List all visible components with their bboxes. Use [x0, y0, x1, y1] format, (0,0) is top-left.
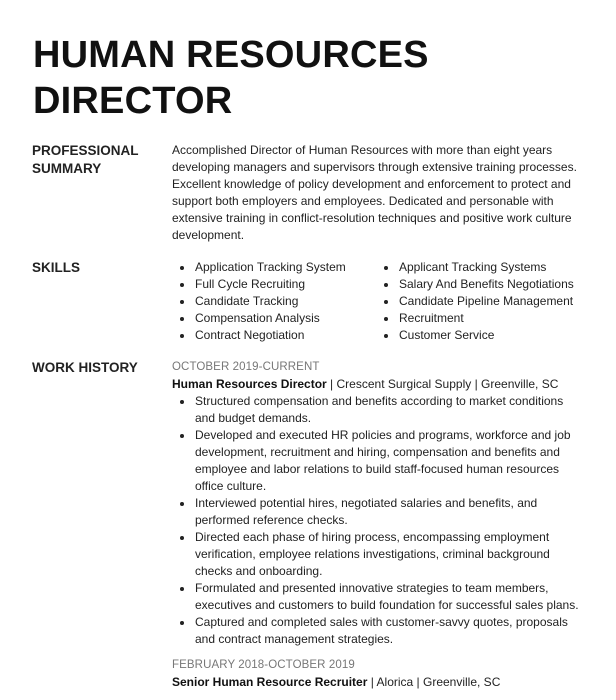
- job-company-info: | Alorica | Greenville, SC: [367, 675, 501, 689]
- job-dates: OCTOBER 2019-CURRENT: [172, 361, 320, 373]
- job-bullet: Captured and completed sales with customer-savvy quotes, proposals and contract management strategies.: [172, 614, 584, 648]
- name-line-2: DIRECTOR: [33, 80, 233, 122]
- job-title: Senior Human Resource Recruiter: [172, 675, 368, 689]
- job-bullet: Developed and executed HR policies and programs, workforce and job development, recruitment and hiring, compensation and benefits and employee and labor relations to build staff-focused human resources office culture.: [172, 427, 584, 495]
- job-bullet: Formulated and presented innovative strategies to team members, executives and customers to build foundation for successful sales plans.: [172, 580, 584, 614]
- job-bullet: Directed each phase of hiring process, encompassing employment verification, employee relations investigations, criminal background checks and onboarding.: [172, 529, 584, 580]
- skill-item: Recruitment: [376, 310, 574, 327]
- job-title: Human Resources Director: [172, 377, 327, 391]
- summary-body: [172, 142, 584, 244]
- skill-item: Candidate Tracking: [172, 293, 346, 310]
- skill-item: Full Cycle Recruiting: [172, 276, 346, 293]
- skill-item: Applicant Tracking Systems: [376, 259, 574, 276]
- summary-text: Accomplished Director of Human Resources with more than eight years developing managers and supervisors through extensive training processes. Excellent knowledge of policy development and enforcement to protect and support both employers and employees. Dedicated and personable with extensive training in conflict-resolution techniques and positive work culture development.: [172, 143, 577, 242]
- job-company-info: | Crescent Surgical Supply | Greenville, SC: [326, 377, 559, 391]
- skills-right-column: [376, 259, 574, 344]
- job-heading: [172, 674, 584, 691]
- skills-heading: SKILLS: [32, 260, 81, 275]
- resume-name: [33, 32, 593, 124]
- skill-item: Customer Service: [376, 327, 574, 344]
- skills-section: [0, 259, 616, 344]
- skills-grid: [172, 259, 584, 344]
- job-bullet: Interviewed potential hires, negotiated salaries and benefits, and performed reference checks.: [172, 495, 584, 529]
- skill-item: Salary And Benefits Negotiations: [376, 276, 574, 293]
- job-entry: [172, 359, 584, 648]
- skill-item: Candidate Pipeline Management: [376, 293, 574, 310]
- job-entry: [172, 657, 584, 691]
- skill-item: Compensation Analysis: [172, 310, 346, 327]
- skill-item: Contract Negotiation: [172, 327, 346, 344]
- work-history-heading: WORK HISTORY: [32, 360, 138, 375]
- job-bullet: Structured compensation and benefits according to market conditions and budget demands.: [172, 393, 584, 427]
- professional-summary-heading: PROFESSIONAL SUMMARY: [32, 143, 139, 176]
- skill-item: Application Tracking System: [172, 259, 346, 276]
- name-line-1: HUMAN RESOURCES: [33, 34, 429, 76]
- job-bullets: [172, 393, 584, 648]
- job-heading: [172, 376, 584, 393]
- job-dates: FEBRUARY 2018-OCTOBER 2019: [172, 659, 355, 671]
- work-history-body: [172, 359, 584, 691]
- skills-left-column: [172, 259, 346, 344]
